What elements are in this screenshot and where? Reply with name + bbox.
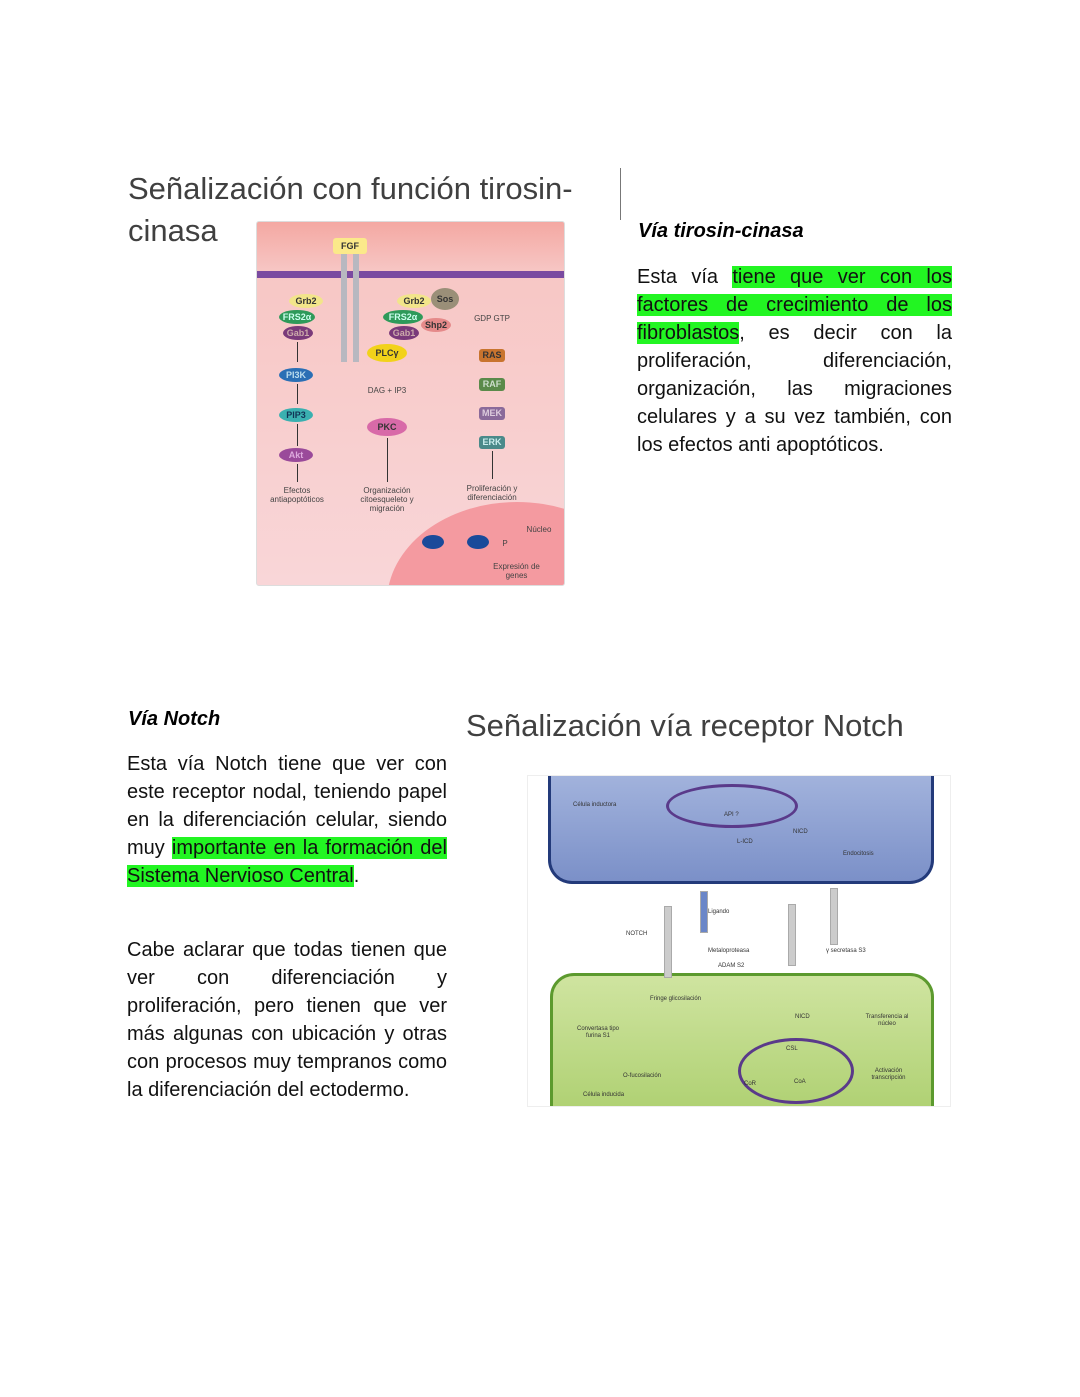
arrow (297, 464, 298, 482)
label-endocytosis: Endocitosis (843, 851, 874, 857)
receptor (353, 252, 359, 362)
notch-receptor (830, 888, 838, 945)
transcription-factor-phosphorylated (467, 535, 489, 549)
node-plcg: PLCγ (367, 344, 407, 362)
paragraph-notch (127, 750, 447, 890)
fgf-ligand: FGF (333, 238, 367, 254)
label-o-fucosylation: O-fucosilación (623, 1073, 662, 1079)
label-induced-cell: Célula inducida (583, 1092, 625, 1098)
highlighted-text: importante en la formación del Sistema Nervioso Central (127, 837, 447, 887)
ligand-receptor (700, 891, 708, 933)
label-fringe: Fringe glicosilación (650, 996, 702, 1002)
heading-tyrosine-kinase: Vía tirosin-cinasa (638, 220, 804, 242)
node-grb2: Grb2 (289, 294, 323, 308)
arrow (297, 424, 298, 446)
node-frs2: FRS2α (279, 310, 315, 324)
node-gab1: Gab1 (283, 326, 313, 340)
label-nicd-top: NICD (793, 829, 808, 835)
paragraph-notch-2: Cabe aclarar que todas tienen que ver con diferenciación y proliferación, pero tienen que ver más algunas con ubicación y otras con procesos muy tempranos como la diferenciación del ectodermo. (127, 939, 447, 1101)
node-ras: RAS (479, 349, 505, 362)
notch-receptor (664, 906, 672, 978)
node-erk: ERK (479, 436, 505, 449)
label-antiapoptotic: Efectos antiapoptóticos (270, 486, 324, 504)
node-gab1: Gab1 (389, 326, 419, 340)
label-gene-expression: Expresión de genes (493, 562, 540, 580)
label-api: API ? (724, 812, 739, 818)
paragraph-tyrosine-kinase (637, 263, 952, 459)
label-ligand: Ligando (708, 909, 730, 915)
node-pkc: PKC (367, 418, 407, 436)
label-p: P (502, 539, 508, 548)
node-pip3: PIP3 (279, 408, 313, 422)
arrow (297, 342, 298, 362)
fgf-signaling-diagram (256, 221, 565, 586)
label-adam: ADAM S2 (718, 963, 745, 969)
node-raf: RAF (479, 378, 505, 391)
node-akt: Akt (279, 448, 313, 462)
node-mek: MEK (479, 407, 505, 420)
label-furin: Convertasa tipo furina S1 (576, 1026, 620, 1039)
label-notch: NOTCH (626, 931, 648, 937)
text: Esta vía Notch tiene que ver con este receptor nodal, teniendo papel en la diferenciación celular, siendo muy (127, 753, 447, 859)
label-gamma-secretase: γ secretasa S3 (826, 948, 866, 954)
label-activation: Activación transcripción (871, 1068, 906, 1081)
vesicle (666, 784, 798, 828)
node-pi3k: PI3K (279, 368, 313, 382)
notch-signaling-diagram (527, 775, 951, 1107)
slide-title-tyrosine-kinase: Señalización con función tirosin-cinasa (128, 171, 573, 248)
label-cor: CoR (744, 1081, 757, 1087)
arrow (387, 438, 388, 482)
text-cursor-divider (620, 168, 621, 220)
node-grb2: Grb2 (397, 294, 431, 308)
slide-title-notch: Señalización vía receptor Notch (466, 708, 904, 743)
node-frs2: FRS2α (383, 310, 423, 324)
text: . (353, 865, 360, 887)
label-inducing-cell: Célula inductora (573, 802, 617, 808)
heading-notch: Vía Notch (128, 708, 221, 730)
label-proliferation: Proliferación y diferenciación (466, 484, 518, 502)
highlighted-text: tiene que ver con los factores de crecimiento de los fibroblastos (637, 266, 953, 344)
label-nucleus: Núcleo (526, 525, 552, 534)
label-dag-ip3: DAG + IP3 (367, 386, 407, 395)
text: Esta vía (637, 266, 733, 288)
notch-receptor (788, 904, 796, 966)
node-sos: Sos (431, 288, 459, 310)
receptor (341, 252, 347, 362)
label-csl: CSL (786, 1046, 798, 1052)
induced-cell (550, 973, 934, 1107)
node-shp2: Shp2 (421, 318, 451, 332)
arrow (492, 451, 493, 479)
cell-membrane (257, 271, 564, 278)
corepressor-dot (762, 1106, 772, 1107)
label-licd: L-ICD (737, 839, 753, 845)
text: , es decir con la proliferación, diferenciación, organización, las migraciones celulares y a su vez también, con los efectos anti apoptóticos. (637, 322, 952, 456)
arrow (297, 384, 298, 404)
label-transfer: Transferencia al núcleo (865, 1014, 909, 1027)
transcription-factor (422, 535, 444, 549)
label-cytoskeleton: Organización citoesqueleto y migración (360, 486, 414, 513)
label-coa: CoA (794, 1079, 806, 1085)
label-gdp-gtp: GDP GTP (474, 314, 510, 323)
label-nicd-bottom: NICD (795, 1014, 810, 1020)
label-metalloprotease: Metaloproteasa (708, 948, 750, 954)
